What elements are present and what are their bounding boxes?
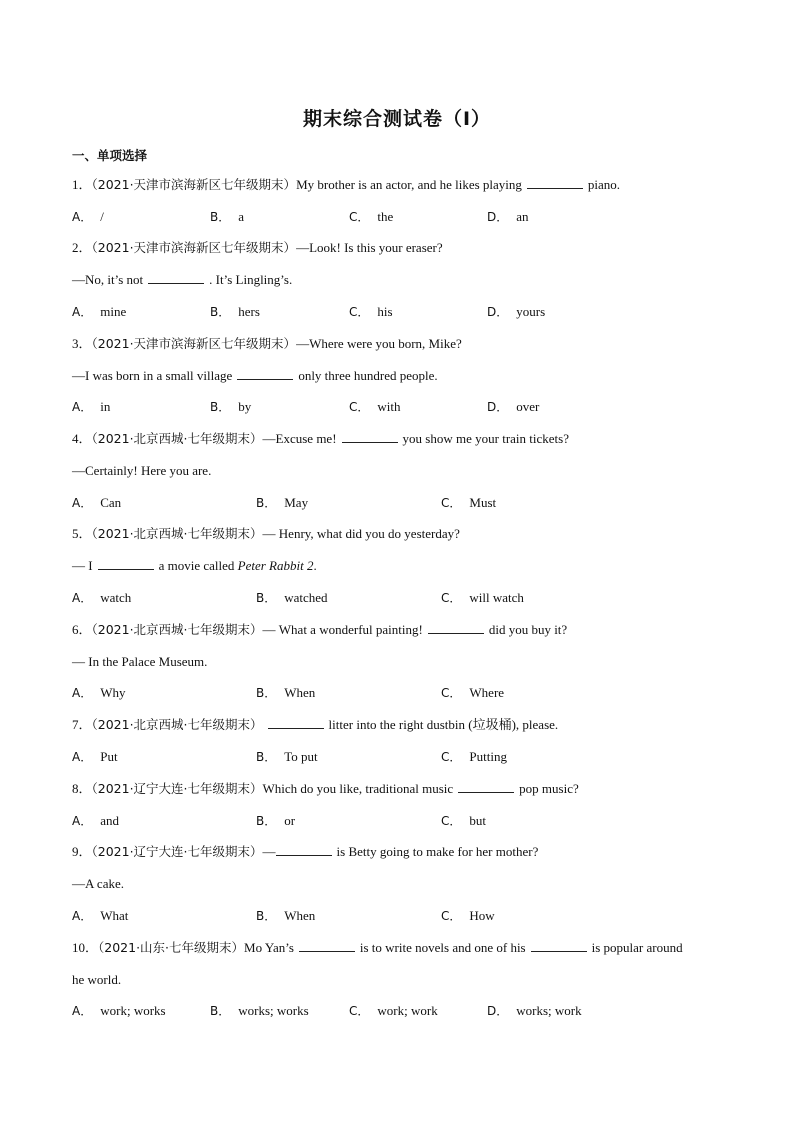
question-source: （2021·北京西城·七年级期末）: [91, 431, 263, 446]
option-letter: B ．: [210, 210, 230, 224]
stem-text: you show me your train tickets?: [402, 431, 569, 446]
option-letter: A ．: [72, 400, 92, 414]
question-3-stem: [72, 334, 462, 354]
option-b[interactable]: [256, 811, 295, 831]
question-9-stem: [72, 842, 538, 862]
option-letter: A ．: [72, 909, 92, 923]
option-letter: A ．: [72, 305, 92, 319]
question-9-options: [72, 906, 732, 926]
question-number: 8．: [72, 781, 92, 796]
option-a[interactable]: [72, 588, 131, 608]
stem-text: —A cake.: [72, 876, 124, 891]
question-4-line2: [72, 461, 211, 481]
option-letter: B ．: [210, 400, 230, 414]
stem-text: Which do you like, traditional music: [262, 781, 454, 796]
option-a[interactable]: [72, 683, 126, 703]
stem-text: — What a wonderful painting!: [262, 622, 423, 637]
option-letter: A ．: [72, 814, 92, 828]
question-6-stem: [72, 620, 567, 640]
stem-text: — In the Palace Museum.: [72, 654, 208, 669]
option-b[interactable]: [256, 683, 315, 703]
option-a[interactable]: [72, 302, 126, 322]
question-number: 9．: [72, 844, 92, 859]
option-c[interactable]: [441, 493, 496, 513]
stem-text: My brother is an actor, and he likes playing: [296, 177, 522, 192]
answer-blank: [428, 620, 484, 634]
option-a[interactable]: [72, 493, 121, 513]
option-letter: B ．: [256, 496, 276, 510]
answer-blank: [98, 556, 154, 570]
stem-text: did you buy it?: [488, 622, 568, 637]
question-2-line2: [72, 270, 292, 290]
option-letter: C ．: [441, 591, 461, 605]
answer-blank: [527, 175, 583, 189]
stem-text: is to write novels and one of his: [359, 940, 526, 955]
stem-text: . It’s Lingling’s.: [209, 272, 293, 287]
stem-text: is Betty going to make for her mother?: [336, 844, 539, 859]
option-b[interactable]: [256, 906, 315, 926]
option-letter: C ．: [441, 750, 461, 764]
option-text: by: [238, 399, 252, 414]
stem-text: piano.: [587, 177, 621, 192]
section-heading: 一、单项选择: [72, 148, 148, 163]
option-b[interactable]: [256, 588, 328, 608]
option-text: hers: [238, 304, 260, 319]
option-letter: A ．: [72, 750, 92, 764]
stem-text: — I: [72, 558, 93, 573]
option-c[interactable]: [441, 811, 486, 831]
option-b[interactable]: [256, 747, 318, 767]
option-c[interactable]: [441, 683, 504, 703]
option-c[interactable]: [441, 906, 495, 926]
option-d[interactable]: [487, 397, 539, 417]
question-number: 7．: [72, 717, 92, 732]
stem-text: litter into the right dustbin (垃圾桶), please.: [328, 717, 559, 732]
question-4-stem: [72, 429, 569, 449]
option-letter: B ．: [210, 305, 230, 319]
stem-text: —Where were you born, Mike?: [296, 336, 462, 351]
stem-text: —I was born in a small village: [72, 368, 233, 383]
option-text: or: [284, 813, 296, 828]
question-5-stem: [72, 524, 460, 544]
option-letter: A ．: [72, 210, 92, 224]
question-7-options: [72, 747, 732, 767]
question-7-stem: [72, 715, 558, 735]
option-b[interactable]: [210, 397, 251, 417]
option-text: How: [469, 908, 495, 923]
question-number: 2．: [72, 240, 92, 255]
option-letter: B ．: [256, 814, 276, 828]
option-d[interactable]: [487, 1001, 582, 1021]
option-c[interactable]: [349, 207, 393, 227]
option-text: but: [469, 813, 487, 828]
option-text: Why: [100, 685, 126, 700]
option-text: Must: [469, 495, 497, 510]
option-letter: C ．: [349, 400, 369, 414]
option-letter: C ．: [349, 305, 369, 319]
option-a[interactable]: [72, 207, 104, 227]
option-a[interactable]: [72, 397, 110, 417]
question-10-line2: [72, 970, 121, 990]
option-text: What: [100, 908, 129, 923]
question-5-line2: [72, 556, 317, 576]
question-1-stem: [72, 175, 620, 195]
option-text: with: [377, 399, 401, 414]
stem-text: .: [313, 558, 317, 573]
option-letter: B ．: [256, 686, 276, 700]
option-letter: B ．: [210, 1004, 230, 1018]
stem-text: —: [262, 844, 276, 859]
option-text: Putting: [469, 749, 507, 764]
option-text: will watch: [469, 590, 524, 605]
option-text: work; works: [100, 1003, 166, 1018]
option-text: work; work: [377, 1003, 438, 1018]
option-text: the: [377, 209, 394, 224]
option-text: in: [100, 399, 111, 414]
option-text: works; work: [516, 1003, 582, 1018]
question-2-options: [72, 302, 732, 322]
question-number: 6．: [72, 622, 92, 637]
option-letter: D ．: [487, 1004, 508, 1018]
question-number: 5．: [72, 526, 92, 541]
answer-blank: [531, 938, 587, 952]
stem-text: —Look! Is this your eraser?: [296, 240, 443, 255]
answer-blank: [268, 715, 324, 729]
question-6-options: [72, 683, 732, 703]
option-b[interactable]: [256, 493, 308, 513]
stem-text: Mo Yan’s: [244, 940, 294, 955]
stem-text: —No, it’s not: [72, 272, 144, 287]
option-c[interactable]: [349, 302, 393, 322]
option-text: a: [238, 209, 245, 224]
answer-blank: [299, 938, 355, 952]
question-1-options: [72, 207, 732, 227]
question-8-stem: [72, 779, 579, 799]
stem-text: —Certainly! Here you are.: [72, 463, 212, 478]
option-text: When: [284, 908, 316, 923]
question-3-line2: [72, 366, 438, 386]
question-3-options: [72, 397, 732, 417]
stem-text: a movie called: [158, 558, 235, 573]
option-letter: B ．: [256, 909, 276, 923]
option-text: yours: [516, 304, 546, 319]
option-text: May: [284, 495, 309, 510]
option-letter: C ．: [349, 210, 369, 224]
question-10-stem: [72, 938, 683, 958]
stem-text: — Henry, what did you do yesterday?: [262, 526, 460, 541]
question-source: （2021·辽宁大连·七年级期末）: [91, 781, 263, 796]
option-text: /: [100, 209, 104, 224]
option-text: mine: [100, 304, 127, 319]
option-a[interactable]: [72, 1001, 166, 1021]
question-2-stem: [72, 238, 443, 258]
stem-text: pop music?: [519, 781, 579, 796]
page-title: 期末综合测试卷（I）: [302, 108, 492, 130]
question-source: （2021·天津市滨海新区七年级期末）: [91, 336, 297, 351]
option-text: watch: [100, 590, 132, 605]
option-letter: D ．: [487, 400, 508, 414]
option-c[interactable]: [349, 1001, 438, 1021]
option-text: and: [100, 813, 120, 828]
option-letter: C ．: [441, 686, 461, 700]
option-letter: A ．: [72, 591, 92, 605]
question-number: 10．: [72, 940, 99, 955]
option-c[interactable]: [349, 397, 401, 417]
question-source: （2021·北京西城·七年级期末）: [91, 717, 263, 732]
answer-blank: [458, 779, 514, 793]
option-text: over: [516, 399, 540, 414]
option-b[interactable]: [210, 1001, 309, 1021]
question-9-line2: [72, 874, 124, 894]
option-letter: C ．: [441, 496, 461, 510]
question-6-line2: [72, 652, 207, 672]
stem-text: he world.: [72, 972, 122, 987]
option-letter: D ．: [487, 210, 508, 224]
option-letter: A ．: [72, 496, 92, 510]
option-a[interactable]: [72, 747, 118, 767]
option-a[interactable]: [72, 811, 119, 831]
stem-text: is popular around: [591, 940, 683, 955]
option-text: When: [284, 685, 316, 700]
option-text: watched: [284, 590, 328, 605]
question-source: （2021·山东·七年级期末）: [98, 940, 245, 955]
option-text: Put: [100, 749, 118, 764]
option-letter: C ．: [441, 909, 461, 923]
option-text: To put: [284, 749, 318, 764]
question-number: 3．: [72, 336, 92, 351]
option-letter: A ．: [72, 1004, 92, 1018]
option-a[interactable]: [72, 906, 128, 926]
option-letter: B ．: [256, 591, 276, 605]
question-5-options: [72, 588, 732, 608]
question-4-options: [72, 493, 732, 513]
stem-text: only three hundred people.: [298, 368, 438, 383]
option-d[interactable]: [487, 302, 545, 322]
question-source: （2021·辽宁大连·七年级期末）: [91, 844, 263, 859]
option-d[interactable]: [487, 207, 529, 227]
option-c[interactable]: [441, 747, 507, 767]
option-text: his: [377, 304, 393, 319]
option-letter: C ．: [349, 1004, 369, 1018]
option-b[interactable]: [210, 302, 260, 322]
answer-blank: [148, 270, 204, 284]
movie-title: Peter Rabbit 2: [237, 558, 314, 573]
option-letter: B ．: [256, 750, 276, 764]
option-text: works; works: [238, 1003, 309, 1018]
answer-blank: [276, 842, 332, 856]
option-c[interactable]: [441, 588, 524, 608]
question-source: （2021·北京西城·七年级期末）: [91, 622, 263, 637]
question-number: 1．: [72, 177, 92, 192]
option-b[interactable]: [210, 207, 244, 227]
option-text: Where: [469, 685, 505, 700]
question-number: 4．: [72, 431, 92, 446]
answer-blank: [237, 366, 293, 380]
question-source: （2021·天津市滨海新区七年级期末）: [91, 177, 297, 192]
question-8-options: [72, 811, 732, 831]
option-letter: A ．: [72, 686, 92, 700]
option-letter: C ．: [441, 814, 461, 828]
question-10-options: [72, 1001, 732, 1021]
answer-blank: [342, 429, 398, 443]
option-text: an: [516, 209, 529, 224]
question-source: （2021·天津市滨海新区七年级期末）: [91, 240, 297, 255]
question-source: （2021·北京西城·七年级期末）: [91, 526, 263, 541]
stem-text: —Excuse me!: [262, 431, 337, 446]
option-text: Can: [100, 495, 122, 510]
option-letter: D ．: [487, 305, 508, 319]
